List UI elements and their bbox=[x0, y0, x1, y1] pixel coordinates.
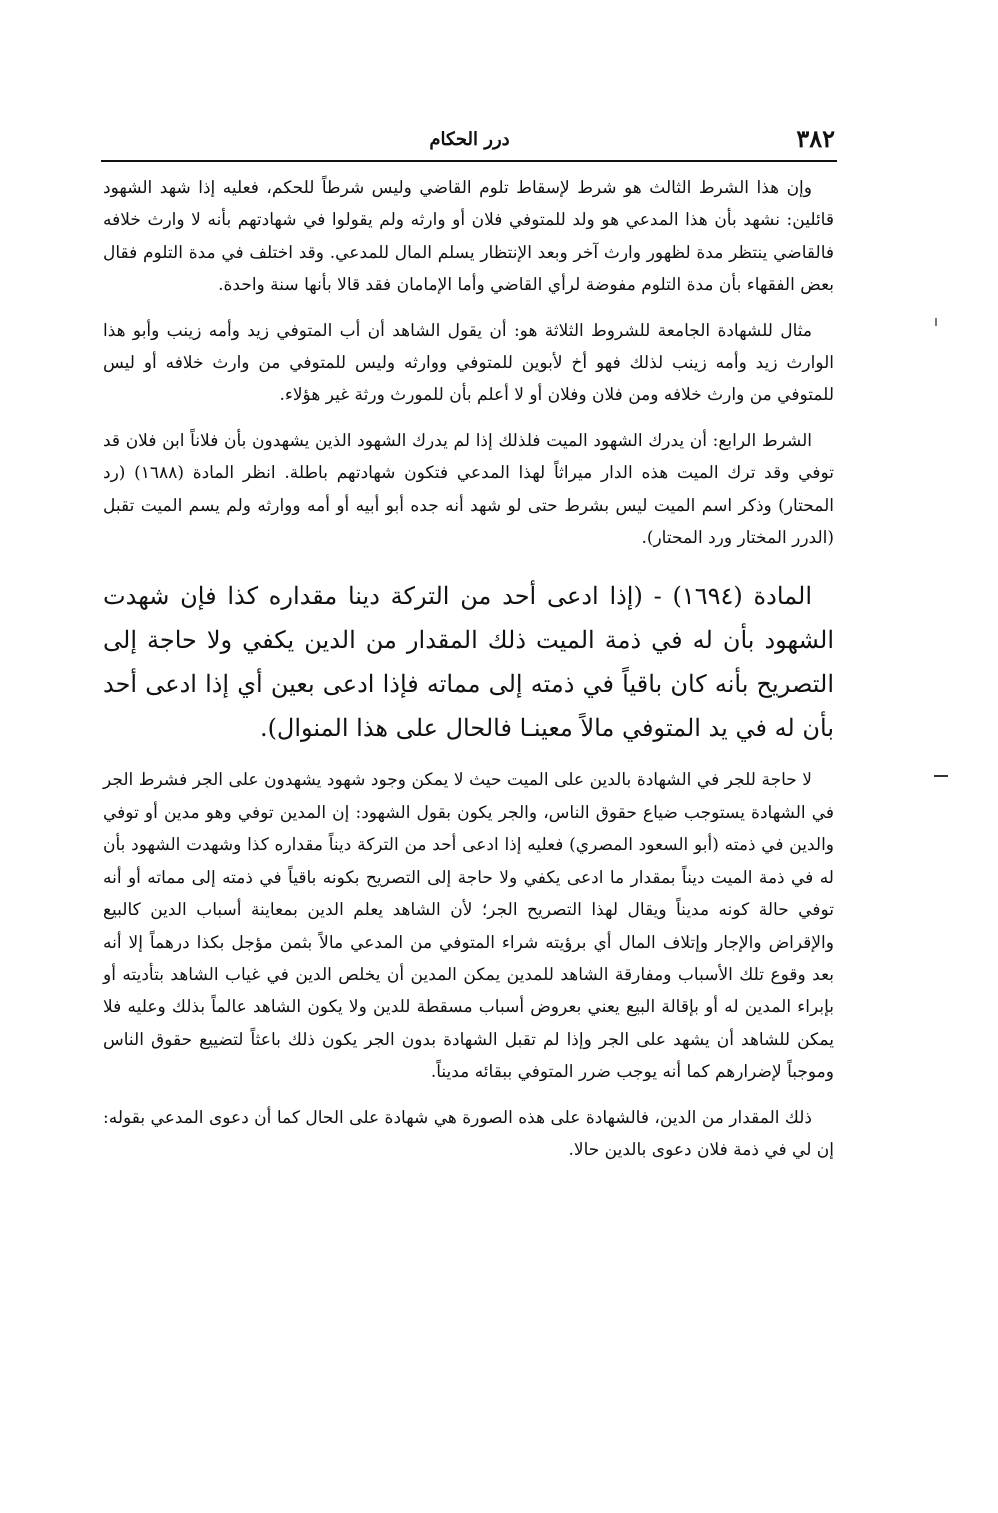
paragraph-commentary: لا حاجة للجر في الشهادة بالدين على الميت حيث لا يمكن وجود شهود يشهدون على الجر فشرط الجر في الشهادة يستوجب ضياع حقوق الناس، والجر يكون بقول الشهود: إن المدين توفي وهو مدين أو توفي والدين في ذمته (أبو السعود المصري) فعليه إذا ادعى أحد من التركة ديناً مقداره كذا وشهدت الشهود بأن له في ذمة الميت ديناً بمقدار ما ادعى يكفي ولا حاجة إلى التصريح بكونه باقياً في ذمته إلى مماته أو أنه توفي حالة كونه مديناً ويقال لهذا التصريح الجر؛ لأن الشاهد يعلم الدين بمعاينة أسباب الدين كالبيع والإقراض والإجار وإتلاف المال أي برؤيته شراء المتوفي من المدعي مالاً بثمن مؤجل بكذا درهماً إلا أنه بعد وقوع تلك الأسباب ومفارقة الشاهد للمدين يمكن المدين أن يخلص الدين في غياب الشاهد بتأديته أو بإبراء المدين له أو بإقالة البيع يعني بعروض أسباب مسقطة للدين ولا يكون الشاهد عالماً بذلك وعليه فلا يمكن للشاهد أن يشهد على الجر وإذا لم تقبل الشهادة بدون الجر يكون ذلك باعثاً لتضييع حقوق الناس وموجباً لإضرارهم كما أنه يوجب ضرر المتوفي ببقائه مديناً. bbox=[103, 770, 834, 1083]
margin-mark bbox=[934, 775, 948, 777]
paragraph-fourth-condition: الشرط الرابع: أن يدرك الشهود الميت فلذلك إذا لم يدرك الشهود الذين يشهدون بأن فلاناً ابن فلان قد توفي وقد ترك الميت هذه الدار ميراثاً لهذا المدعي فتكون شهادتهم باطلة. انظر المادة (١٦٨٨) (رد المحتار) وذكر اسم الميت ليس بشرط حتى لو شهد أنه جده أبو أبيه أو أمه ووارثه ولم يسم الميت تقبل (الدرر المختار ورد المحتار). bbox=[103, 430, 834, 549]
page-body bbox=[103, 172, 834, 1166]
margin-dot bbox=[935, 318, 937, 326]
article-1694: المادة (١٦٩٤) - (إذا ادعى أحد من التركة دينا مقداره كذا فإن شهدت الشهود بأن له في ذمة الميت ذلك المقدار من الدين يكفي ولا حاجة إلى التصريح بأنه كان باقياً في ذمته إلى مماته فإذا ادعى بعين أي إذا ادعى أحد بأن له في يد المتوفي مالاً معينـا فالحال على هذا المنوال). bbox=[103, 582, 834, 743]
header-rule bbox=[101, 160, 837, 162]
page-number: ٣٨٢ bbox=[796, 124, 835, 153]
page-header bbox=[104, 120, 835, 156]
paragraph-third-condition: وإن هذا الشرط الثالث هو شرط لإسقاط تلوم القاضي وليس شرطاً للحكم، فعليه إذا شهد الشهود قائلين: نشهد بأن هذا المدعي هو ولد للمتوفي فلان أو وارثه ولم يقولوا في شهادتهم بأنه لا وارث خلافه فالقاضي ينتظر مدة لظهور وارث آخر وبعد الإنتظار يسلم المال للمدعي. وقد اختلف في مدة التلوم فقال بعض الفقهاء بأن مدة التلوم مفوضة لرأي القاضي وأما الإمامان فقد قالا بأنها سنة واحدة. bbox=[103, 178, 834, 296]
paragraph-commentary-continued: ذلك المقدار من الدين، فالشهادة على هذه الصورة هي شهادة على الحال كما أن دعوى المدعي بقوله: إن لي في ذمة فلان دعوى بالدين حالا. bbox=[103, 1107, 834, 1160]
running-title: درر الحكام bbox=[429, 129, 510, 150]
paragraph-example-testimony: مثال للشهادة الجامعة للشروط الثلاثة هو: أن يقول الشاهد أن أب المتوفي زيد وأمه زينب وأبو هذا الوارث زيد وأمه زينب لذلك فهو أخ لأبوين للمتوفي ووارثه وليس للمتوفي من وارث خلافه أو ليس للمتوفي من وارث خلافه ومن فلان وفلان أو لا أعلم بأن للمورث ورثة غير هؤلاء. bbox=[103, 320, 834, 406]
